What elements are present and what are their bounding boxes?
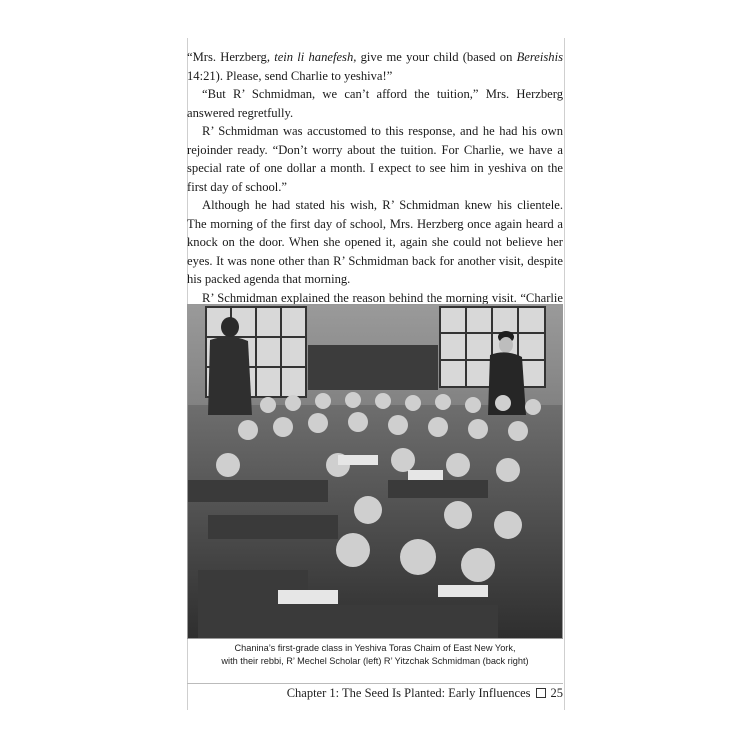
footer-rule [187, 683, 563, 684]
photo-caption [187, 642, 563, 667]
classroom-photo-illustration [188, 305, 563, 639]
page-number: 25 [550, 686, 563, 700]
body-text [187, 48, 563, 326]
paragraph-3: R’ Schmidman was accustomed to this response, and he had his own rejoinder ready. “Don’t worry about the tuition. For Charlie, we have a special rate of one dollar a month. I expect to see him in yeshiva on the first day of school.” [187, 124, 563, 194]
chapter-title: Chapter 1: The Seed Is Planted: Early Influences [286, 686, 531, 700]
caption-line-1: Chanina’s first-grade class in Yeshiva Toras Chaim of East New York, [234, 643, 516, 653]
caption-line-2: with their rebbi, R’ Mechel Scholar (left) R’ Yitzchak Schmidman (back right) [221, 655, 529, 666]
paragraph-2: “But R’ Schmidman, we can’t afford the tuition,” Mrs. Herzberg answered regretfully. [187, 87, 563, 120]
para1-before: “Mrs. Herzberg, [187, 50, 275, 64]
para1-after: 14:21). Please, send Charlie to yeshiva!” [187, 68, 393, 83]
paragraph-5: R’ Schmidman explained the reason behind the morning visit. “Charlie [202, 290, 563, 305]
page-footer [187, 686, 563, 701]
paragraph-1 [187, 48, 563, 85]
para1-italic: tein li hanefesh, [274, 50, 357, 64]
paragraph-4: Although he had stated his wish, R’ Schmidman knew his clientele. The morning of the first day of school, Mrs. Herzberg once again heard a knock on the door. When she opened it, again she could not believe her eyes. It was none other than R’ Schmidman back for another visit, despite his packed agenda that morning. [187, 198, 563, 286]
separator-box-icon [536, 688, 546, 698]
classroom-photo [187, 304, 563, 639]
para1-italic2: Bereishis [516, 50, 563, 64]
para1-middle: give me your child (based on [356, 50, 517, 64]
